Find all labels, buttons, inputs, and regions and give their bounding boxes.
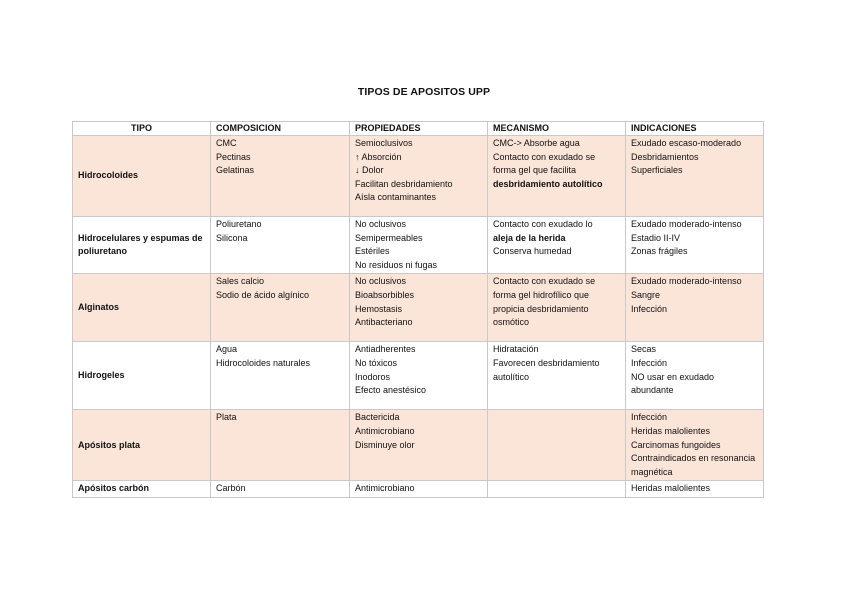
header-mecanismo: MECANISMO bbox=[488, 122, 626, 136]
cell-composicion bbox=[211, 342, 350, 410]
propiedad-item: Semioclusivos bbox=[355, 138, 413, 148]
cell-composicion bbox=[211, 217, 350, 274]
propiedad-item: Facilitan desbridamiento bbox=[355, 178, 453, 189]
propiedad-item: Bioabsorbibles bbox=[355, 289, 415, 300]
header-propiedades: PROPIEDADES bbox=[350, 122, 488, 136]
propiedad-item: Antimicrobiano bbox=[355, 425, 415, 436]
indicacion-item: Contraindicados en resonancia magnética bbox=[631, 453, 756, 477]
cell-mecanismo bbox=[488, 342, 626, 410]
cell-tipo: Alginatos bbox=[73, 274, 211, 342]
composicion-item: Gelatinas bbox=[216, 165, 255, 176]
indicacion-item: Zonas frágiles bbox=[631, 246, 688, 257]
header-tipo: TIPO bbox=[73, 122, 211, 136]
cell-composicion bbox=[211, 274, 350, 342]
cell-tipo: Hidrogeles bbox=[73, 342, 211, 410]
propiedad-item: Inodoros bbox=[355, 371, 391, 382]
propiedad-item: No tóxicos bbox=[355, 357, 398, 368]
propiedad-item: Disminuye olor bbox=[355, 439, 415, 450]
table-header-row bbox=[73, 122, 764, 136]
mecanismo-item: Conserva humedad bbox=[493, 246, 572, 257]
cell-composicion bbox=[211, 481, 350, 498]
indicacion-item: Superficiales bbox=[631, 165, 683, 176]
composicion-item: Silicona bbox=[216, 232, 248, 243]
indicacion-item: NO usar en exudado abundante bbox=[631, 371, 715, 396]
propiedad-item: ↓ Dolor bbox=[355, 165, 384, 176]
cell-propiedades bbox=[350, 342, 488, 410]
table-row bbox=[73, 481, 764, 498]
cell-composicion bbox=[211, 410, 350, 481]
propiedad-item: Estériles bbox=[355, 246, 390, 257]
propiedad-item: Semipermeables bbox=[355, 232, 423, 243]
propiedad-item: ↑ Absorción bbox=[355, 151, 402, 162]
indicacion-item: Carcinomas fungoides bbox=[631, 439, 721, 450]
composicion-item: Plata bbox=[216, 412, 237, 423]
mecanismo-item: desbridamiento autolítico bbox=[493, 178, 603, 189]
cell-composicion bbox=[211, 136, 350, 217]
mecanismo-item: Contacto con exudado se forma gel que facilita bbox=[493, 151, 596, 176]
table-row bbox=[73, 136, 764, 217]
indicacion-item: Desbridamientos bbox=[631, 151, 699, 162]
propiedad-item: Antimicrobiano bbox=[355, 483, 415, 494]
cell-mecanismo bbox=[488, 481, 626, 498]
mecanismo-item: aleja de la herida bbox=[493, 232, 566, 243]
mecanismo-item: Hidratación bbox=[493, 344, 539, 355]
header-indicaciones: INDICACIONES bbox=[626, 122, 764, 136]
propiedad-item: Aísla contaminantes bbox=[355, 192, 437, 203]
cell-propiedades bbox=[350, 217, 488, 274]
cell-propiedades bbox=[350, 481, 488, 498]
propiedad-item: No residuos ni fugas bbox=[355, 259, 438, 270]
cell-mecanismo bbox=[488, 136, 626, 217]
cell-tipo: Hidrocoloides bbox=[73, 136, 211, 217]
cell-mecanismo bbox=[488, 217, 626, 274]
table-row bbox=[73, 274, 764, 342]
cell-mecanismo bbox=[488, 410, 626, 481]
table-row bbox=[73, 342, 764, 410]
table-row bbox=[73, 410, 764, 481]
mecanismo-item: Contacto con exudado se forma gel hidrofílico que propicia desbridamiento osmótico bbox=[493, 276, 596, 328]
indicacion-item: Infección bbox=[631, 412, 668, 423]
composicion-item: Carbón bbox=[216, 483, 246, 494]
cell-indicaciones bbox=[626, 136, 764, 217]
composicion-item: Pectinas bbox=[216, 151, 251, 162]
propiedad-item: Bactericida bbox=[355, 412, 400, 423]
composicion-item: CMC bbox=[216, 138, 237, 148]
composicion-item: Sodio de ácido algínico bbox=[216, 289, 310, 300]
cell-tipo: Hidrocelulares y espumas de poliuretano bbox=[73, 217, 211, 274]
cell-tipo: Apósitos carbón bbox=[73, 481, 211, 498]
mecanismo-item: CMC-> Absorbe agua bbox=[493, 138, 580, 148]
indicacion-item: Heridas malolientes bbox=[631, 425, 711, 436]
cell-indicaciones bbox=[626, 274, 764, 342]
indicacion-item: Heridas malolientes bbox=[631, 483, 711, 494]
composicion-item: Agua bbox=[216, 344, 238, 355]
indicacion-item: Exudado moderado-intenso bbox=[631, 276, 742, 287]
propiedad-item: Efecto anestésico bbox=[355, 385, 427, 396]
cell-indicaciones bbox=[626, 342, 764, 410]
indicacion-item: Sangre bbox=[631, 289, 661, 300]
cell-indicaciones bbox=[626, 410, 764, 481]
indicacion-item: Infección bbox=[631, 303, 668, 314]
composicion-item: Poliuretano bbox=[216, 219, 262, 229]
cell-mecanismo bbox=[488, 274, 626, 342]
table-row bbox=[73, 217, 764, 274]
indicacion-item: Exudado escaso-moderado bbox=[631, 138, 742, 148]
propiedad-item: No oclusivos bbox=[355, 219, 407, 229]
composicion-item: Hidrocoloides naturales bbox=[216, 357, 311, 368]
indicacion-item: Estadio II-IV bbox=[631, 232, 681, 243]
cell-propiedades bbox=[350, 274, 488, 342]
propiedad-item: Hemostasis bbox=[355, 303, 403, 314]
cell-propiedades bbox=[350, 410, 488, 481]
indicacion-item: Infección bbox=[631, 357, 668, 368]
cell-indicaciones bbox=[626, 481, 764, 498]
propiedad-item: Antiadherentes bbox=[355, 344, 416, 355]
propiedad-item: Antibacteriano bbox=[355, 317, 413, 328]
dressings-table bbox=[72, 121, 764, 498]
document-title: TIPOS DE APOSITOS UPP bbox=[357, 86, 491, 98]
mecanismo-item: Favorecen desbridamiento autolítico bbox=[493, 357, 600, 382]
cell-indicaciones bbox=[626, 217, 764, 274]
header-composicion: COMPOSICION bbox=[211, 122, 350, 136]
mecanismo-item: Contacto con exudado lo bbox=[493, 219, 593, 229]
indicacion-item: Secas bbox=[631, 344, 657, 355]
cell-propiedades bbox=[350, 136, 488, 217]
cell-tipo: Apósitos plata bbox=[73, 410, 211, 481]
propiedad-item: No oclusivos bbox=[355, 276, 407, 287]
composicion-item: Sales calcio bbox=[216, 276, 265, 287]
indicacion-item: Exudado moderado-intenso bbox=[631, 219, 742, 229]
